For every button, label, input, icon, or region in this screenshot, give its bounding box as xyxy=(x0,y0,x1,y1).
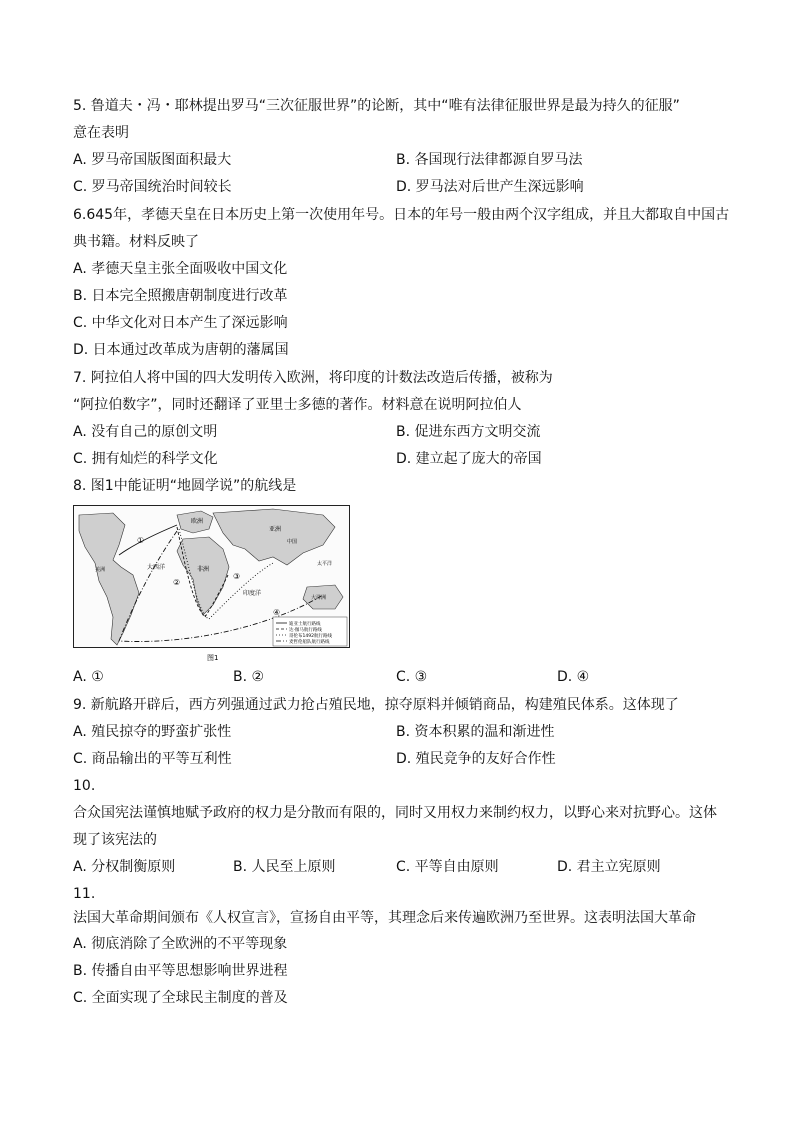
q9-stem: 9. 新航路开辟后，西方列强通过武力抢占殖民地，掠夺原料并倾销商品，构建殖民体系。这体现了 xyxy=(73,697,679,713)
q8-option-c: C. ③ xyxy=(396,669,428,685)
q11-option-a: A. 彻底消除了全欧洲的不平等现象 xyxy=(73,936,288,952)
q8-option-d: D. ④ xyxy=(557,669,590,685)
q7-option-d: D. 建立起了庞大的帝国 xyxy=(396,451,542,467)
q6-stem-line2: 典书籍。材料反映了 xyxy=(73,234,199,250)
q6-stem-line1: 6.645年，孝德天皇在日本历史上第一次使用年号。日本的年号一般由两个汉字组成，并且大都取自中国古 xyxy=(73,207,730,223)
q5-option-c: C. 罗马帝国统治时间较长 xyxy=(73,179,232,195)
legend-text-1: 迪亚士航行路线 xyxy=(289,622,321,627)
q5-stem-line2: 意在表明 xyxy=(73,125,129,141)
q5-stem-line1: 5. 鲁道夫・冯・耶林提出罗马“三次征服世界”的论断，其中“唯有法律征服世界是最为持久的征服” xyxy=(73,98,680,114)
map-label-indian-ocean: 印度洋 xyxy=(243,590,262,597)
route-marker-3: ③ xyxy=(233,572,241,581)
q6-option-d: D. 日本通过改革成为唐朝的藩属国 xyxy=(73,342,289,358)
q10-option-a: A. 分权制衡原则 xyxy=(73,859,176,875)
q10-option-c: C. 平等自由原则 xyxy=(396,859,499,875)
q10-stem-line2: 现了该宪法的 xyxy=(73,832,157,848)
q5-option-d: D. 罗马法对后世产生深远影响 xyxy=(396,179,584,195)
q6-option-a: A. 孝德天皇主张全面吸收中国文化 xyxy=(73,261,288,277)
q7-option-c: C. 拥有灿烂的科学文化 xyxy=(73,451,218,467)
map-label-americas: 美洲 xyxy=(95,567,106,573)
q9-option-a: A. 殖民掠夺的野蛮扩张性 xyxy=(73,724,232,740)
q10-number: 10. xyxy=(73,778,96,794)
map-label-oceania: 大洋洲 xyxy=(311,595,327,601)
q11-stem: 法国大革命期间颁布《人权宣言》，宣扬自由平等，其理念后来传遍欧洲乃至世界。这表明法国大革命 xyxy=(73,910,696,926)
q10-option-b: B. 人民至上原则 xyxy=(233,859,336,875)
q8-option-b: B. ② xyxy=(233,669,265,685)
q9-option-c: C. 商品输出的平等互利性 xyxy=(73,751,232,767)
q11-option-c: C. 全面实现了全球民主制度的普及 xyxy=(73,990,288,1006)
q7-option-a: A. 没有自己的原创文明 xyxy=(73,424,218,440)
q5-option-b: B. 各国现行法律都源自罗马法 xyxy=(396,152,583,168)
q8-option-a: A. ① xyxy=(73,669,104,685)
map-label-asia: 亚洲 xyxy=(269,526,282,533)
route-marker-2: ② xyxy=(173,578,181,587)
q9-option-d: D. 殖民竞争的友好合作性 xyxy=(396,751,556,767)
route-marker-4: ④ xyxy=(273,608,281,617)
map-label-pacific: 太平洋 xyxy=(317,561,333,567)
figure-caption: 图1 xyxy=(207,654,219,662)
world-map-figure xyxy=(73,505,350,663)
q9-option-b: B. 资本积累的温和渐进性 xyxy=(396,724,555,740)
q11-option-b: B. 传播自由平等思想影响世界进程 xyxy=(73,963,288,979)
q11-number: 11. xyxy=(73,886,96,902)
map-label-atlantic: 大西洋 xyxy=(147,564,166,571)
q6-option-c: C. 中华文化对日本产生了深远影响 xyxy=(73,315,288,331)
route-marker-1: ① xyxy=(137,536,145,545)
q6-option-b: B. 日本完全照搬唐朝制度进行改革 xyxy=(73,288,288,304)
map-label-europe: 欧洲 xyxy=(191,518,204,525)
q7-stem-line1: 7. 阿拉伯人将中国的四大发明传入欧洲，将印度的计数法改造后传播，被称为 xyxy=(73,370,553,386)
legend-text-2: 达·伽马航行路线 xyxy=(289,628,322,633)
q8-stem: 8. 图1中能证明“地圆学说”的航线是 xyxy=(73,478,297,494)
map-label-china: 中国 xyxy=(287,539,298,545)
legend-text-4: 麦哲伦船队航行路线 xyxy=(289,640,330,645)
q7-option-b: B. 促进东西方文明交流 xyxy=(396,424,541,440)
q7-stem-line2: “阿拉伯数字”，同时还翻译了亚里士多德的著作。材料意在说明阿拉伯人 xyxy=(73,397,522,413)
legend-text-3: 哥伦布1492航行路线 xyxy=(289,634,332,639)
map-label-africa: 非洲 xyxy=(197,566,210,573)
q5-option-a: A. 罗马帝国版图面积最大 xyxy=(73,152,232,168)
q10-stem-line1: 合众国宪法谨慎地赋予政府的权力是分散而有限的，同时又用权力来制约权力，以野心来对抗野心。这体 xyxy=(73,805,717,821)
q10-option-d: D. 君主立宪原则 xyxy=(557,859,661,875)
